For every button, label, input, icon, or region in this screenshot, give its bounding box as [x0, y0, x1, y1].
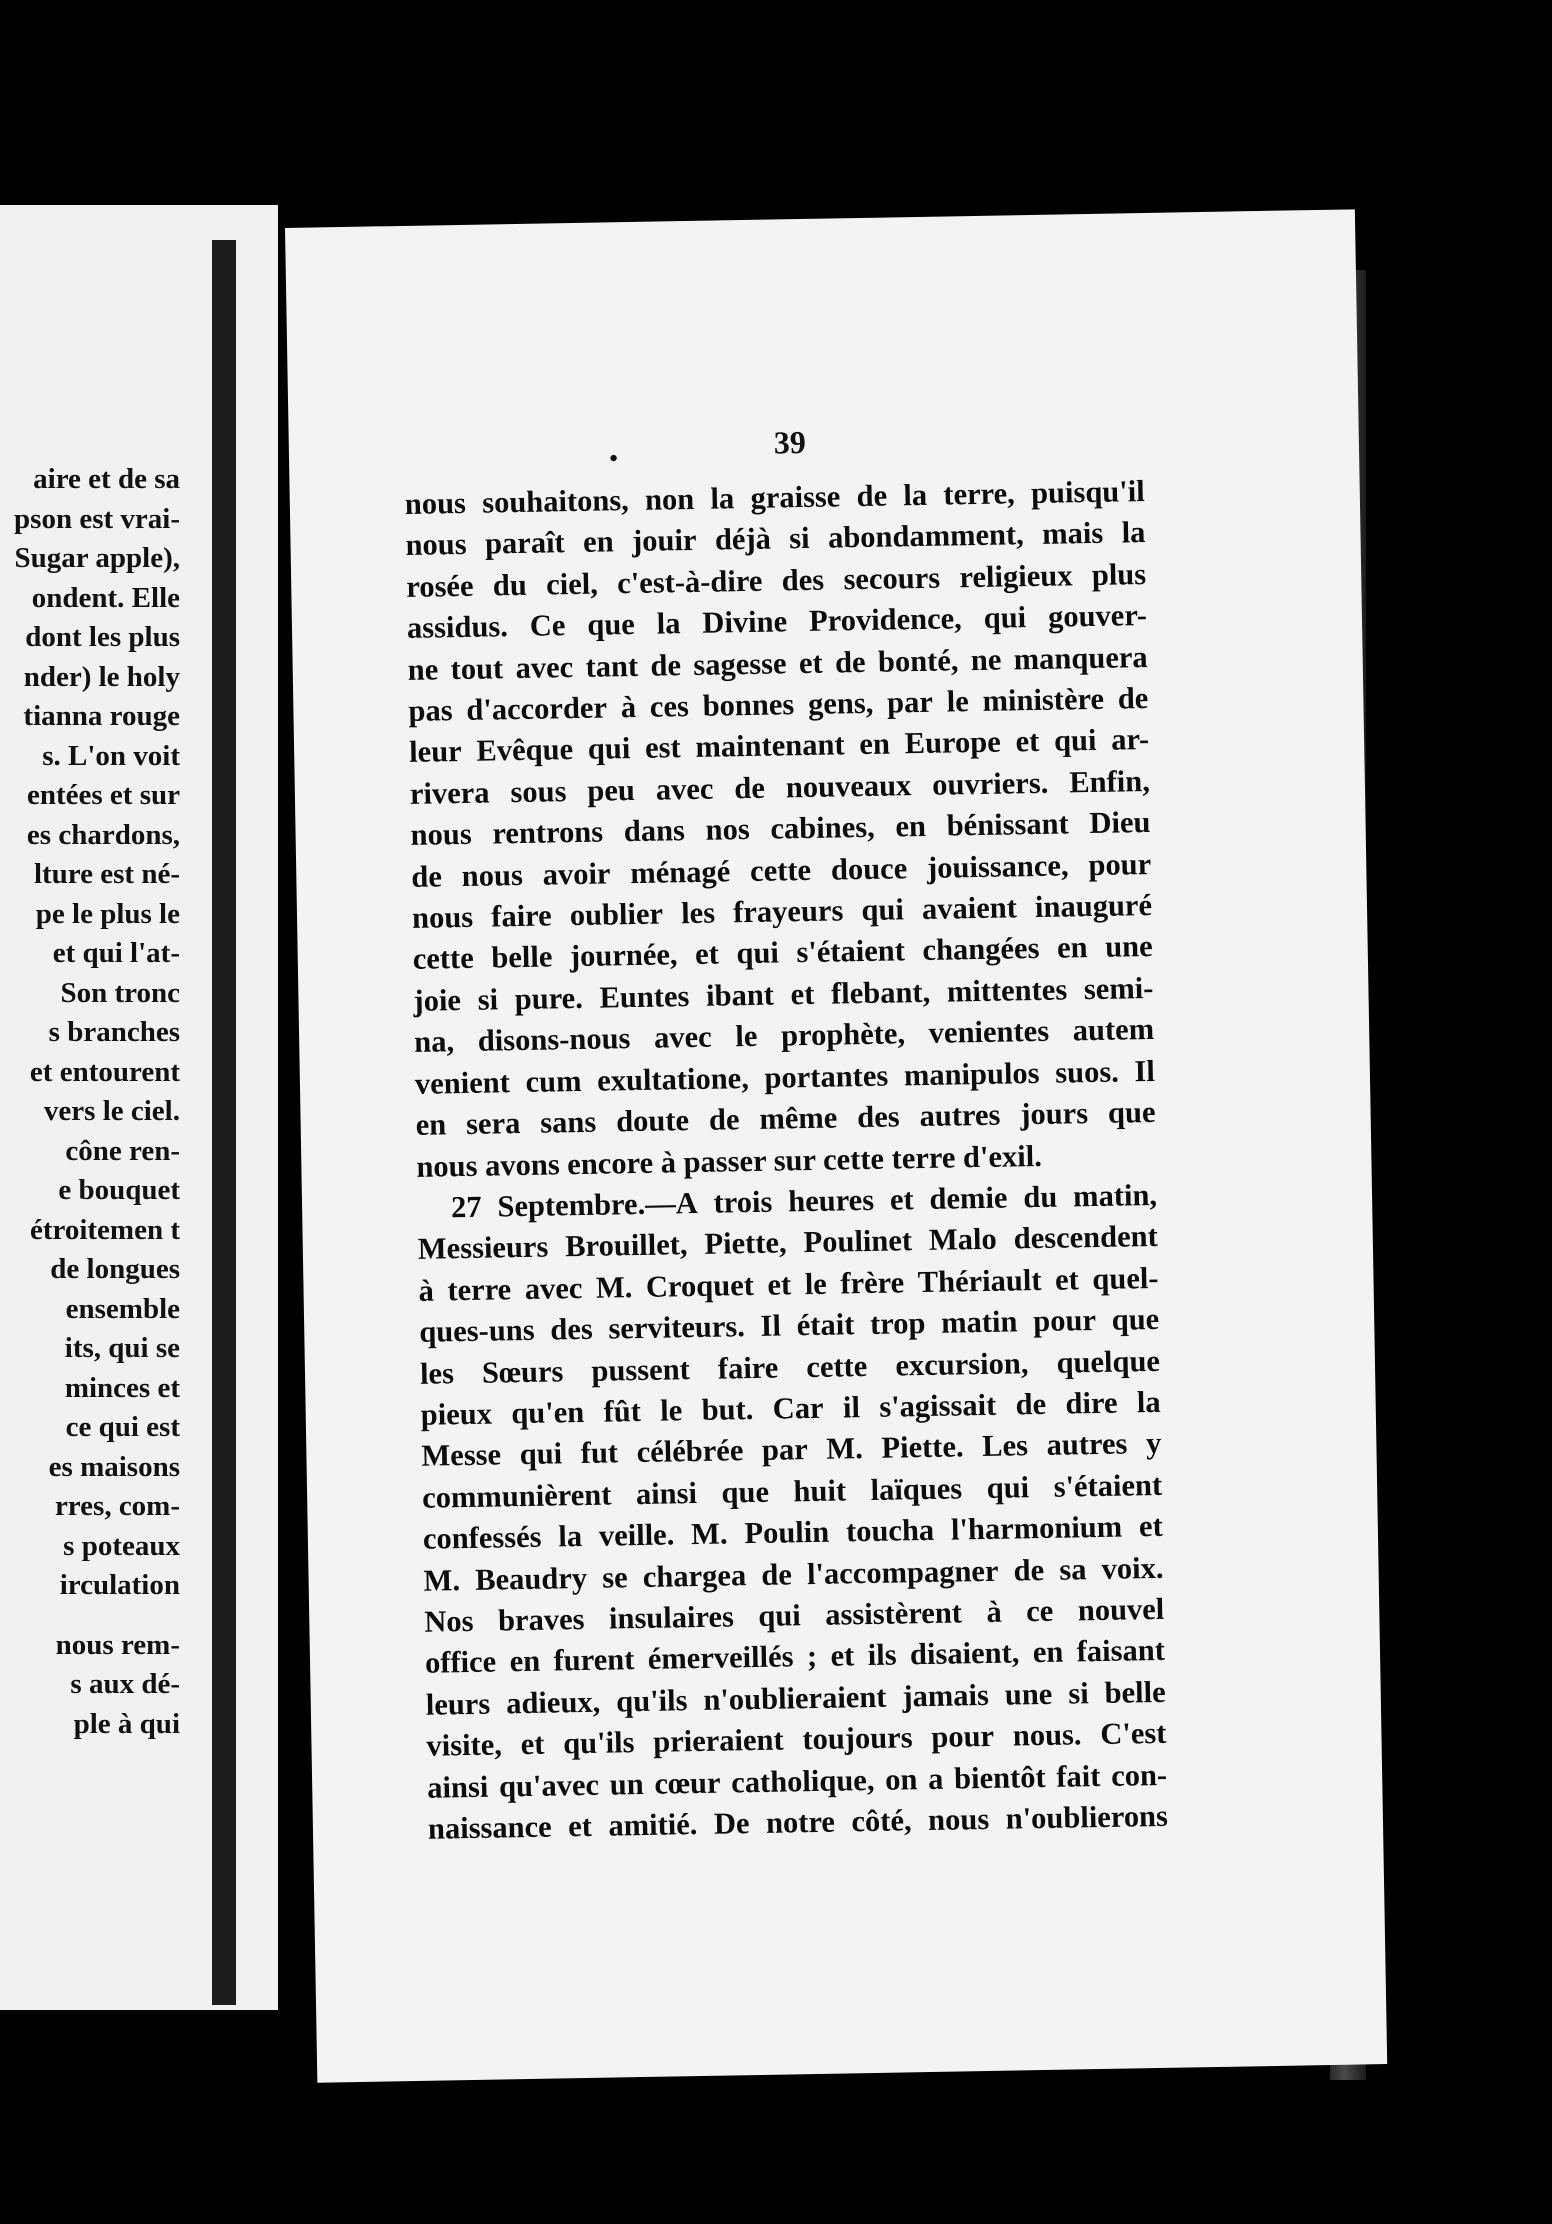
left-text-line: es maisons [48, 1450, 180, 1483]
text-line: ne tout avec tant de sagesse et de bonté, ne manquera [407, 639, 1148, 687]
left-text-line: its, qui se [64, 1332, 180, 1364]
text-line: naissance et amitié. De notre côté, nous n'oublierons [427, 1798, 1169, 1846]
text-line: cette belle journée, et qui s'étaient changées en une [412, 929, 1153, 977]
page-mark: • [606, 447, 621, 473]
text-line: nous souhaitons, non la graisse de la terre, puisqu'il [404, 474, 1145, 521]
text-line: visite, et qu'ils prieraient toujours pour nous. C'est [426, 1716, 1167, 1763]
text-line: pieux qu'en fût le but. Car il s'agissait de dire la [420, 1384, 1161, 1432]
text-line: joie si pure. Euntes ibant et flebant, mittentes semi- [413, 970, 1154, 1018]
left-text-line: vers le ciel. [43, 1095, 180, 1127]
text-line: confessés la veille. M. Poulin toucha l'harmonium et [422, 1509, 1163, 1556]
left-text-line: Son tronc [60, 976, 180, 1009]
left-text-line: dont les plus [25, 621, 180, 653]
left-text-line: s aux dé- [70, 1668, 180, 1700]
left-text-line: entées et sur [26, 779, 180, 811]
book-gutter [212, 240, 236, 2005]
left-text-line: nder) le holy [23, 660, 180, 693]
left-text-line: ondent. Elle [31, 581, 180, 614]
text-line: nous rentrons dans nos cabines, en bénissant Dieu [410, 805, 1151, 853]
left-text-line: ple à qui [73, 1707, 180, 1740]
left-text-line: aire et de sa [33, 463, 180, 495]
left-text-line: s branches [48, 1016, 180, 1048]
text-line: leur Evêque qui est maintenant en Europe et qui ar- [408, 722, 1150, 770]
text-line: nous faire oublier les frayeurs qui avaient inauguré [411, 888, 1153, 935]
left-text-line: s poteaux [63, 1529, 180, 1562]
text-line: na, disons-nous avec le prophète, venientes autem [413, 1012, 1155, 1060]
page-body-text [404, 471, 1168, 1850]
left-text-line: nous rem- [55, 1628, 180, 1661]
left-text-line: irculation [59, 1569, 180, 1601]
text-line: nous avons encore à passer sur cette terre d'exil. [416, 1138, 1043, 1184]
text-line: Nos braves insulaires qui assistèrent à ce nouvel [424, 1591, 1165, 1639]
text-line: office en furent émerveillés ; et ils disaient, en faisant [424, 1633, 1166, 1681]
left-text-line: rres, com- [54, 1490, 180, 1522]
left-text-line: ce qui est [65, 1411, 180, 1443]
left-text-line: de longues [50, 1253, 180, 1285]
text-line: les Sœurs pussent faire cette excursion, quelque [419, 1343, 1161, 1391]
text-line: de nous avoir ménagé cette douce jouissance, pour [411, 846, 1152, 894]
text-line: ainsi qu'avec un cœur catholique, on a bientôt fait con- [426, 1757, 1168, 1805]
text-line: rosée du ciel, c'est-à-dire des secours religieux plus [405, 556, 1147, 604]
left-page-text [0, 460, 180, 1744]
text-line: communièrent ainsi que huit laïques qui s'étaient [421, 1467, 1163, 1515]
left-text-line: et entourent [29, 1055, 180, 1088]
left-text-line: lture est né- [33, 858, 180, 890]
text-line: nous paraît en jouir déjà si abondamment, mais la [405, 515, 1146, 563]
left-text-line: Sugar apple), [14, 542, 180, 574]
text-line: rivera sous peu avec de nouveaux ouvriers. Enfin, [409, 763, 1151, 811]
text-line: M. Beaudry se chargea de l'accompagner de sa voix. [423, 1550, 1164, 1598]
text-line: Messe qui fut célébrée par M. Piette. Les autres y [421, 1426, 1162, 1474]
text-line: leurs adieux, qu'ils n'oublieraient jamais une si belle [425, 1674, 1166, 1722]
text-line: 27 Septembre.—A trois heures et demie du matin, [450, 1177, 1158, 1225]
left-text-line: cône ren- [65, 1134, 180, 1167]
text-line: Messieurs Brouillet, Piette, Poulinet Malo descendent [417, 1219, 1158, 1267]
text-line: à terre avec M. Croquet et le frère Thériault et quel- [418, 1260, 1159, 1308]
left-text-line: minces et [64, 1371, 180, 1404]
left-page-fragment [0, 205, 278, 2010]
left-text-line: étroitemen t [29, 1213, 180, 1246]
text-line: ques-uns des serviteurs. Il était trop matin pour que [418, 1302, 1160, 1349]
left-text-line: et qui l'at- [52, 937, 180, 969]
text-line: pas d'accorder à ces bonnes gens, par le ministère de [408, 681, 1149, 728]
left-text-line: e bouquet [58, 1174, 180, 1206]
left-text-line: pson est vrai- [14, 502, 180, 535]
left-text-line: tianna rouge [23, 700, 180, 732]
left-text-line: pe le plus le [35, 897, 180, 930]
left-text-line: ensemble [65, 1292, 180, 1325]
page-number: 39 [773, 423, 807, 461]
text-line: assidus. Ce que la Divine Providence, qui gouver- [406, 598, 1148, 646]
text-line: venient cum exultatione, portantes manipulos suos. Il [414, 1053, 1156, 1101]
left-text-line: es chardons, [26, 818, 180, 851]
left-text-line: s. L'on voit [42, 739, 180, 772]
text-line: en sera sans doute de même des autres jours que [415, 1095, 1156, 1142]
right-page [285, 209, 1387, 2082]
